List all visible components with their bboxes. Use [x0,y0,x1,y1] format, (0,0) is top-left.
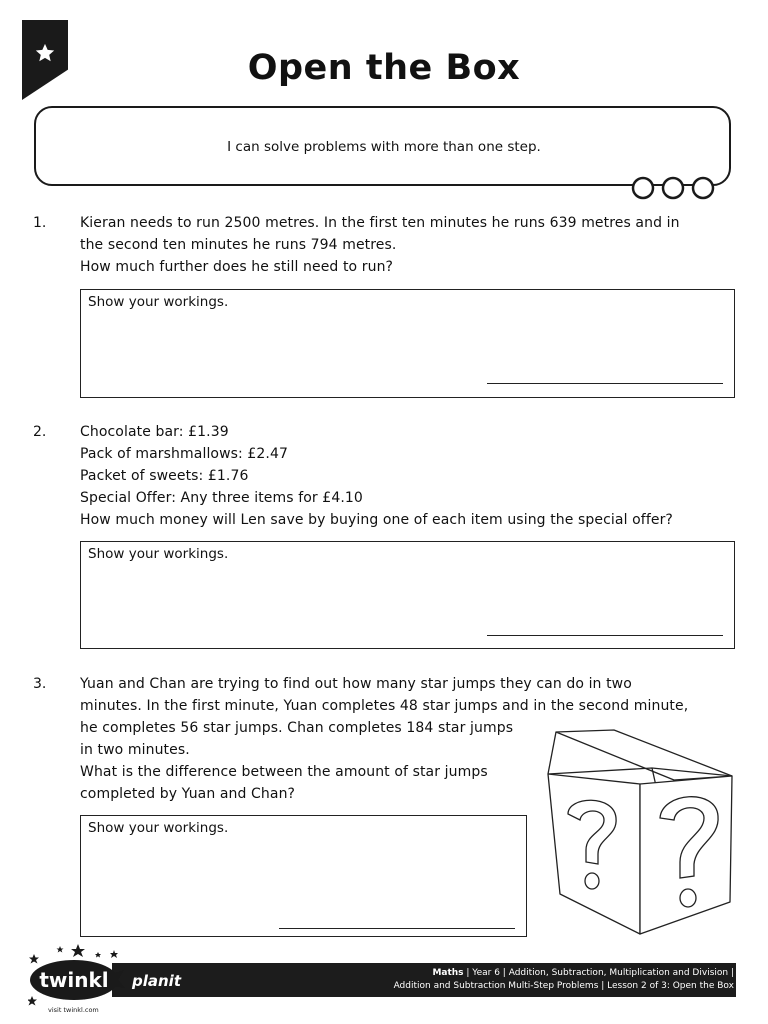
star-icon [29,954,39,964]
question-line: How much further does he still need to run? [80,259,394,275]
question-line: in two minutes. [80,742,190,758]
star-icon [57,946,64,953]
star-icon [110,950,118,958]
question-line: the second ten minutes he runs 794 metres. [80,237,397,253]
question-line: Yuan and Chan are trying to find out how many star jumps they can do in two [80,676,632,692]
logo-visit-text: visit twinkl.com [48,1006,99,1014]
question-number: 3. [33,676,47,692]
question-number: 1. [33,215,47,231]
workings-label: Show your workings. [88,294,229,310]
answer-line[interactable] [487,635,723,636]
answer-line[interactable] [487,383,723,384]
footer-line1: | Year 6 | Addition, Subtraction, Multiplication and Division | [463,968,734,978]
question-line: completed by Yuan and Chan? [80,786,296,802]
star-icon [28,996,37,1006]
page-title: Open the Box [247,48,521,88]
twinkl-planit-logo [28,940,198,1016]
question-line: Packet of sweets: £1.76 [80,468,249,484]
logo-twinkl-text: twinkl [39,968,109,992]
logo-planit-text: planit [132,972,181,990]
star-icon [95,952,101,958]
workings-box[interactable] [80,815,527,937]
footer-subject: Maths [432,968,464,978]
question-number: 2. [33,424,47,440]
question-line: Kieran needs to run 2500 metres. In the first ten minutes he runs 639 metres and in [80,215,680,231]
question-text [80,212,680,278]
decorative-circles [630,176,716,200]
question-line: minutes. In the first minute, Yuan completes 48 star jumps and in the second minute, [80,698,689,714]
footer-text [394,967,734,993]
question-line: How much money will Len save by buying one of each item using the special offer? [80,512,673,528]
question-line: Special Offer: Any three items for £4.10 [80,490,363,506]
question-box-illustration [540,726,740,938]
star-icon [71,944,85,957]
question-line: Chocolate bar: £1.39 [80,424,229,440]
workings-box[interactable] [80,541,735,649]
workings-box[interactable] [80,289,735,398]
question-line: Pack of marshmallows: £2.47 [80,446,288,462]
answer-line[interactable] [279,928,515,929]
objective-text: I can solve problems with more than one step. [227,139,541,155]
workings-label: Show your workings. [88,820,229,836]
question-line: he completes 56 star jumps. Chan completes 184 star jumps [80,720,514,736]
question-text [80,421,673,531]
workings-label: Show your workings. [88,546,229,562]
question-line: What is the difference between the amount of star jumps [80,764,488,780]
footer-line2: Addition and Subtraction Multi-Step Problems | Lesson 2 of 3: Open the Box [393,981,734,991]
